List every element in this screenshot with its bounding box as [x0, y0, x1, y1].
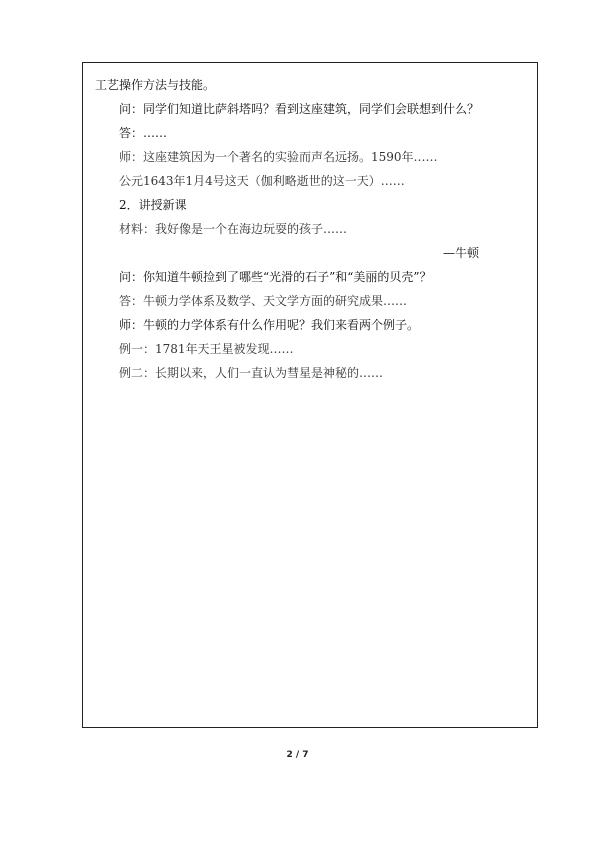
paragraph-answer-ellipsis: 答：…… [119, 126, 168, 140]
paragraph-answer-principia: 答：牛顿力学体系及数学、天文学方面的研究成果…… [119, 294, 408, 308]
page-number: 2 / 7 [286, 750, 309, 760]
quote-attribution: —牛顿 [442, 246, 479, 260]
paragraph-continuation: 工艺操作方法与技能。 [95, 78, 216, 92]
paragraph-material-quote: 材料：我好像是一个在海边玩耍的孩子…… [119, 222, 348, 236]
lesson-content-cell [82, 62, 538, 728]
paragraph-question-pebbles: 问：你知道牛顿捡到了哪些“光滑的石子”和“美丽的贝壳”？ [119, 270, 432, 284]
section-heading-new-lesson: 2．讲授新课 [119, 198, 187, 212]
paragraph-teacher-galileo: 师：这座建筑因为一个著名的实验而声名远扬。1590年…… [119, 150, 438, 164]
paragraph-newton-birth: 公元1643年1月4号这天（伽利略逝世的这一天）…… [119, 174, 405, 188]
paragraph-teacher-two-examples: 师：牛顿的力学体系有什么作用呢？我们来看两个例子。 [119, 318, 420, 332]
paragraph-example-one-uranus: 例一：1781年天王星被发现…… [119, 342, 294, 356]
paragraph-question-leaning-tower: 问：同学们知道比萨斜塔吗？看到这座建筑，同学们会联想到什么？ [119, 102, 480, 116]
paragraph-example-two-comet: 例二：长期以来，人们一直认为彗星是神秘的…… [119, 366, 384, 380]
